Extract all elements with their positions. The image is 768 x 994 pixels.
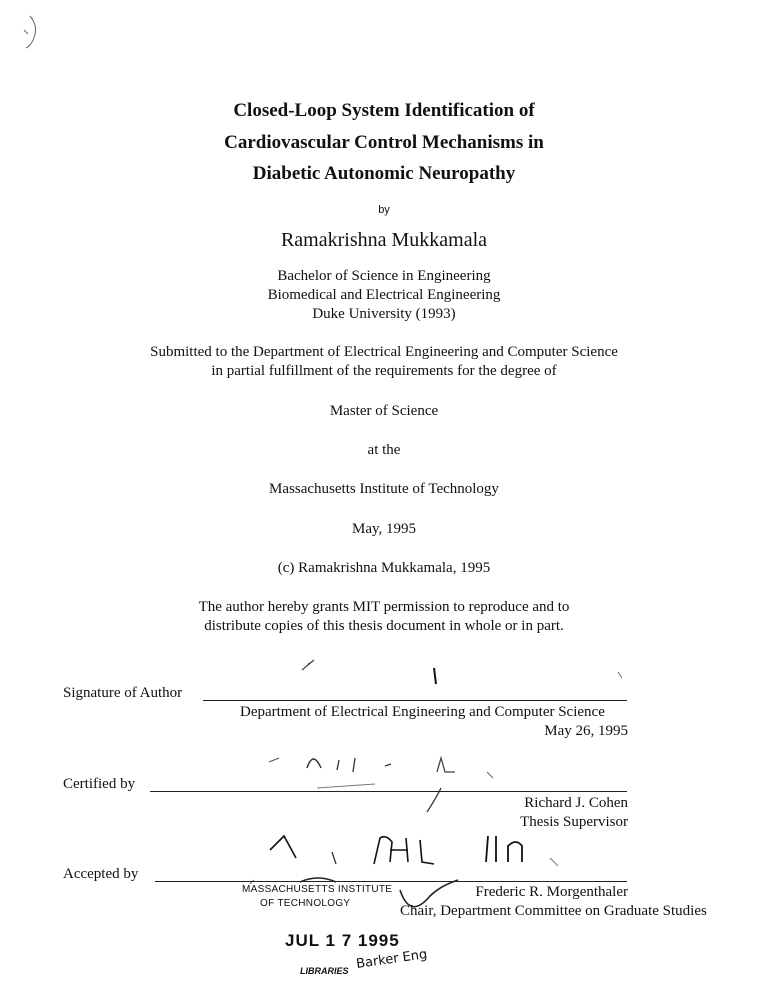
submission-date: May, 1995 xyxy=(351,521,417,537)
stamp-barker: Barker Eng xyxy=(355,947,429,972)
stamp-date: JUL 1 7 1995 xyxy=(285,931,400,950)
prior-degree-line-1: Bachelor of Science in Engineering xyxy=(277,268,491,284)
degree-name: Master of Science xyxy=(329,403,439,419)
accepted-by-line xyxy=(155,881,627,882)
certifier-role: Thesis Supervisor xyxy=(520,814,628,830)
copyright-notice: (c) Ramakrishna Mukkamala, 1995 xyxy=(277,560,491,576)
permission-line-1: The author hereby grants MIT permission to reproduce and to xyxy=(198,599,570,615)
by-label: by xyxy=(378,204,390,216)
signature-author-dept: Department of Electrical Engineering and Computer Science xyxy=(240,704,605,720)
signature-author-label: Signature of Author xyxy=(63,685,183,701)
corner-mark-icon xyxy=(22,12,44,52)
certifier-name: Richard J. Cohen xyxy=(524,795,628,811)
accepted-by-label: Accepted by xyxy=(63,866,139,882)
institution-name: Massachusetts Institute of Technology xyxy=(269,481,499,497)
author-name: Ramakrishna Mukkamala xyxy=(280,229,488,251)
permission-line-2: distribute copies of this thesis document in whole or in part. xyxy=(204,618,564,634)
at-the-label: at the xyxy=(367,442,401,458)
acceptor-name: Frederic R. Morgenthaler xyxy=(475,884,628,900)
certified-by-label: Certified by xyxy=(63,776,136,792)
stamp-line-2: OF TECHNOLOGY xyxy=(260,898,351,909)
title-line-2: Cardiovascular Control Mechanisms in xyxy=(224,132,544,153)
stamp-libraries: LIBRARIES xyxy=(300,966,349,976)
title-line-3: Diabetic Autonomic Neuropathy xyxy=(252,163,516,184)
submission-line-2: in partial fulfillment of the requirements for the degree of xyxy=(211,363,557,379)
certified-by-line xyxy=(150,791,627,792)
signature-author-date: May 26, 1995 xyxy=(544,723,628,739)
stamp-line-1: MASSACHUSETTS INSTITUTE xyxy=(242,884,393,895)
submission-line-1: Submitted to the Department of Electrical Engineering and Computer Science xyxy=(150,344,618,360)
prior-degree-line-2: Biomedical and Electrical Engineering xyxy=(267,287,501,303)
acceptor-role: Chair, Department Committee on Graduate Studies xyxy=(400,903,707,919)
prior-degree-line-3: Duke University (1993) xyxy=(312,306,456,322)
title-line-1: Closed-Loop System Identification of xyxy=(233,100,535,121)
signature-author-line xyxy=(203,700,627,701)
author-signature xyxy=(300,648,630,694)
